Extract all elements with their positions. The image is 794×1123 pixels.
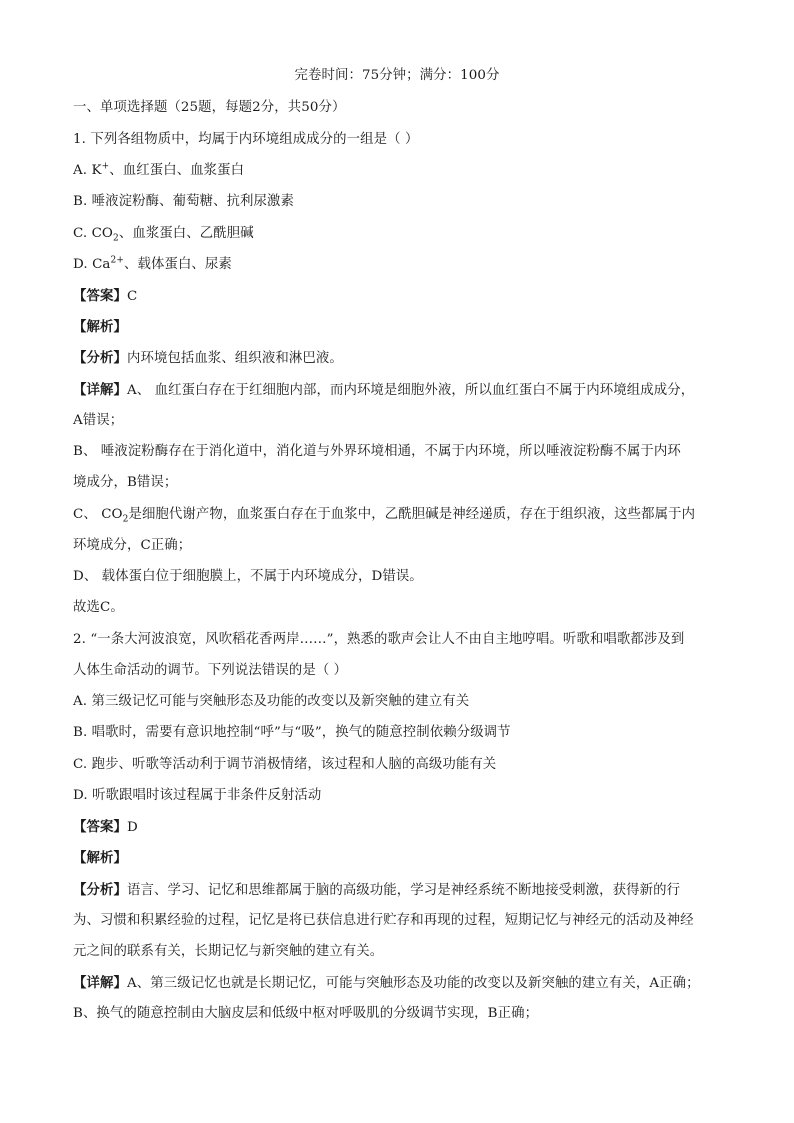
- q1-detail-b-line2: 境成分，B错误；: [73, 475, 178, 490]
- q1-detail-c-line1: [73, 505, 695, 525]
- q1-answer-value: C: [126, 289, 138, 304]
- q1-detail-d: D、 载体蛋白位于细胞膜上，不属于内环境成分，D错误。: [73, 569, 423, 584]
- q1-conclusion: 故选C。: [73, 600, 124, 615]
- q1-option-c-sub: 2: [113, 233, 119, 244]
- q2-analysis-label: [73, 848, 127, 869]
- q1-fenxi: [73, 348, 343, 369]
- q1-fenxi-label: 【分析】: [73, 350, 127, 366]
- q1-detail-a-text-1: A、 血红蛋白存在于红细胞内部，而内环境是细胞外液，所以血红蛋白不属于内环境组成成分，: [126, 383, 695, 398]
- q2-fenxi-label: 【分析】: [73, 882, 127, 898]
- q1-detail-b-line1: B、 唾液淀粉酶存在于消化道中，消化道与外界环境相通，不属于内环境，所以唾液淀粉酶不属于内环: [73, 444, 681, 459]
- q2-stem-line2: 人体生命活动的调节。下列说法错误的是（ ）: [73, 663, 348, 678]
- q2-detail-label: 【详解】: [73, 975, 127, 991]
- q2-fenxi-text-1: 语言、学习、记忆和思维都属于脑的高级功能，学习是神经系统不断地接受刺激，获得新的行: [126, 883, 681, 898]
- q1-option-c: [73, 224, 254, 244]
- q2-option-d: D. 听歌跟唱时该过程属于非条件反射活动: [73, 788, 322, 803]
- exam-time-info: 完卷时间：75分钟；满分：100分: [294, 68, 500, 83]
- q1-option-b: B. 唾液淀粉酶、葡萄糖、抗利尿激素: [73, 194, 295, 209]
- q2-answer-label: 【答案】: [73, 819, 127, 835]
- q1-option-a-rest: 、血红蛋白、血浆蛋白: [109, 163, 245, 178]
- q2-stem-line1: 2. “一条大河波浪宽，风吹稻花香两岸……”，熟悉的歌声会让人不由自主地哼唱。听歌和唱歌都涉及到: [73, 632, 685, 647]
- q1-detail-c-line2: 环境成分，C正确；: [73, 538, 192, 553]
- q2-option-b: B. 唱歌时，需要有意识地控制“呼”与“吸”，换气的随意控制依赖分级调节: [73, 725, 511, 740]
- q1-option-c-prefix: C. CO: [73, 226, 114, 241]
- q1-analysis-label: [73, 317, 127, 338]
- q2-fenxi-line3: 元之间的联系有关，长期记忆与新突触的建立有关。: [73, 944, 384, 959]
- q1-detail-a-line1: [73, 380, 694, 401]
- q1-option-a-prefix: A. K: [73, 163, 102, 178]
- q2-answer-value: D: [126, 820, 138, 835]
- q2-fenxi-line2: 为、习惯和积累经验的过程，记忆是将已获信息进行贮存和再现的过程，短期记忆与神经元的活动及神经: [73, 913, 694, 928]
- q1-fenxi-text: 内环境包括血浆、组织液和淋巴液。: [126, 351, 343, 366]
- q1-detail-a-line2: A错误；: [73, 413, 124, 428]
- q2-fenxi-line1: [73, 880, 680, 901]
- q1-option-c-rest: 、血浆蛋白、乙酰胆碱: [118, 226, 254, 241]
- q1-detail-c-rest: 是细胞代谢产物，血浆蛋白存在于血浆中，乙酰胆碱是神经递质，存在于组织液，这些都属于内: [128, 507, 696, 522]
- q1-option-a: [73, 161, 244, 181]
- q1-analysis-label-text: 【解析】: [73, 319, 127, 335]
- q2-detail-a-text: A、第三级记忆也就是长期记忆，可能与突触形态及功能的改变以及新突触的建立有关，A正确；: [126, 976, 700, 991]
- section-title: 一、单项选择题（25题，每题2分，共50分）: [73, 100, 346, 115]
- q2-option-c: C. 跑步、听歌等活动利于调节消极情绪，该过程和人脑的高级功能有关: [73, 757, 497, 772]
- q2-answer: [73, 817, 138, 838]
- q1-stem: 1. 下列各组物质中，均属于内环境组成成分的一组是（ ）: [73, 132, 419, 147]
- q1-answer: [73, 286, 137, 307]
- q1-option-d-rest: 、载体蛋白、尿素: [123, 257, 232, 272]
- q1-option-d-sup: 2+: [110, 255, 124, 266]
- q1-option-a-sup: +: [101, 161, 110, 172]
- q1-answer-label: 【答案】: [73, 288, 127, 304]
- q1-option-d-prefix: D. Ca: [73, 257, 111, 272]
- q1-option-d: [73, 255, 232, 275]
- q2-option-a: A. 第三级记忆可能与突触形态及功能的改变以及新突触的建立有关: [73, 694, 470, 709]
- q2-detail-a: [73, 973, 700, 994]
- q2-analysis-label-text: 【解析】: [73, 850, 127, 866]
- q1-detail-c-sub: 2: [122, 514, 129, 525]
- q1-detail-label: 【详解】: [73, 382, 127, 398]
- q2-detail-b: B、换气的随意控制由大脑皮层和低级中枢对呼吸肌的分级调节实现，B正确；: [73, 1006, 539, 1021]
- q1-detail-c-prefix: C、 CO: [73, 507, 123, 522]
